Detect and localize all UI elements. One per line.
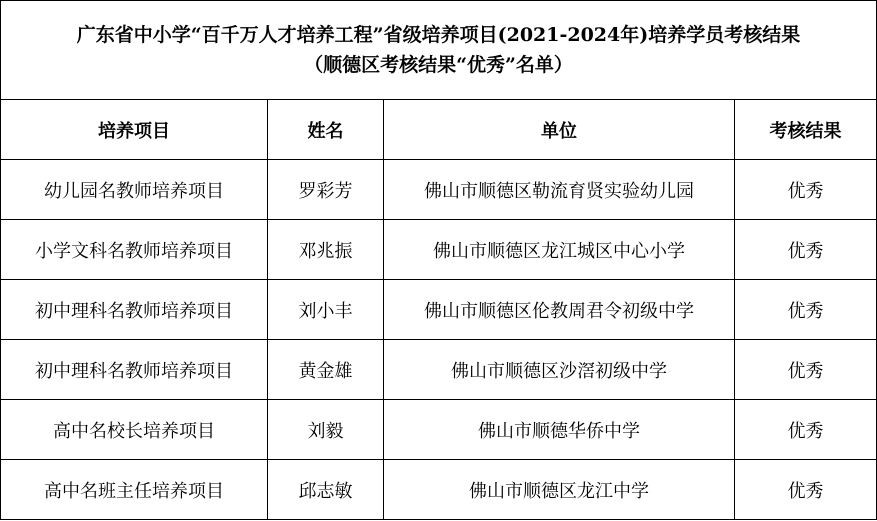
- cell-name: 邱志敏: [268, 460, 384, 520]
- cell-name: 罗彩芳: [268, 160, 384, 220]
- cell-result: 优秀: [735, 340, 877, 400]
- document-title: [1, 1, 877, 100]
- cell-project: 高中名校长培养项目: [1, 400, 268, 460]
- cell-name: 邓兆振: [268, 220, 384, 280]
- table-row: [1, 220, 877, 280]
- cell-unit: 佛山市顺德区伦教周君令初级中学: [384, 280, 735, 340]
- title-line-1: 广东省中小学“百千万人才培养工程”省级培养项目(2021-2024年)培养学员考核结果: [76, 24, 801, 46]
- cell-project: 小学文科名教师培养项目: [1, 220, 268, 280]
- table-row: [1, 460, 877, 520]
- cell-unit: 佛山市顺德华侨中学: [384, 400, 735, 460]
- cell-unit: 佛山市顺德区龙江中学: [384, 460, 735, 520]
- column-header-unit: 单位: [384, 100, 735, 160]
- header-row: [1, 100, 877, 160]
- cell-name: 刘小丰: [268, 280, 384, 340]
- cell-project: 初中理科名教师培养项目: [1, 280, 268, 340]
- table-row: [1, 160, 877, 220]
- cell-result: 优秀: [735, 280, 877, 340]
- cell-result: 优秀: [735, 460, 877, 520]
- cell-project: 幼儿园名教师培养项目: [1, 160, 268, 220]
- title-row: [1, 1, 877, 100]
- cell-result: 优秀: [735, 220, 877, 280]
- cell-unit: 佛山市顺德区龙江城区中心小学: [384, 220, 735, 280]
- cell-unit: 佛山市顺德区勒流育贤实验幼儿园: [384, 160, 735, 220]
- column-header-project: 培养项目: [1, 100, 268, 160]
- title-line-2: （顺德区考核结果“优秀”名单）: [304, 54, 573, 76]
- cell-project: 初中理科名教师培养项目: [1, 340, 268, 400]
- table-row: [1, 280, 877, 340]
- cell-result: 优秀: [735, 160, 877, 220]
- cell-name: 刘毅: [268, 400, 384, 460]
- table-row: [1, 340, 877, 400]
- column-header-result: 考核结果: [735, 100, 877, 160]
- cell-project: 高中名班主任培养项目: [1, 460, 268, 520]
- cell-result: 优秀: [735, 400, 877, 460]
- cell-name: 黄金雄: [268, 340, 384, 400]
- cell-unit: 佛山市顺德区沙滘初级中学: [384, 340, 735, 400]
- table-row: [1, 400, 877, 460]
- column-header-name: 姓名: [268, 100, 384, 160]
